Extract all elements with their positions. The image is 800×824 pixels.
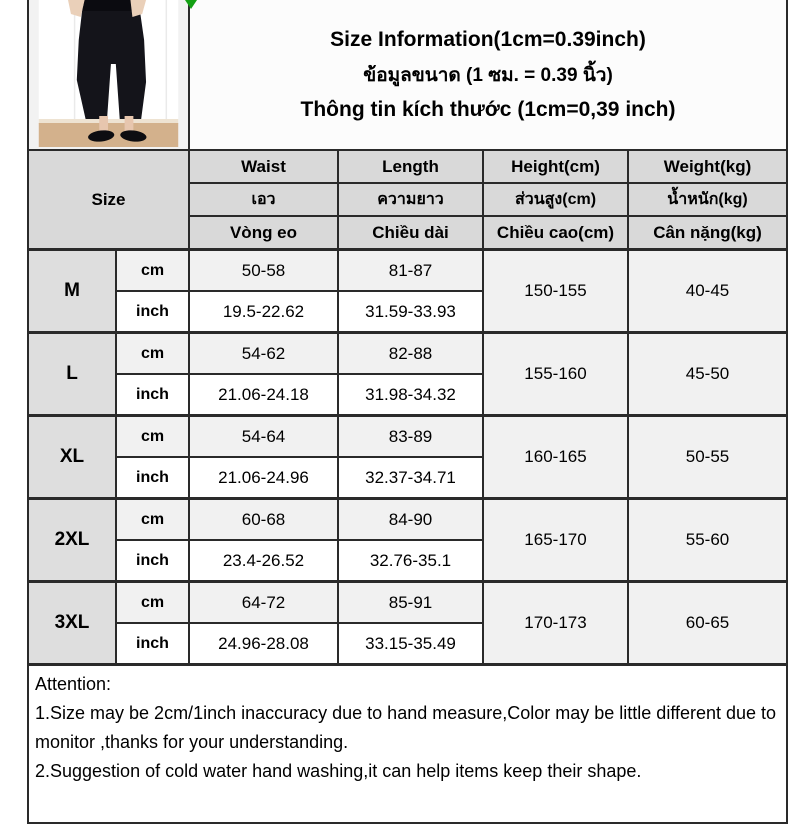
attention-line-2: 2.Suggestion of cold water hand washing,it can help items keep their shape. xyxy=(35,761,642,781)
waist-cm-value: 64-72 xyxy=(189,582,338,624)
attention-cell xyxy=(28,665,787,824)
height-value: 155-160 xyxy=(483,333,628,416)
title-th: ข้อมูลขนาด (1 ซม. = 0.39 นิ้ว) xyxy=(363,64,613,86)
size-label-2xl: 2XL xyxy=(28,499,116,582)
height-value: 170-173 xyxy=(483,582,628,665)
product-photo-pants-icon xyxy=(29,0,188,149)
waist-inch-value: 23.4-26.52 xyxy=(189,540,338,582)
waist-cm-value: 54-62 xyxy=(189,333,338,375)
title-cell xyxy=(189,0,787,150)
unit-inch-label: inch xyxy=(116,374,189,416)
length-cm-value: 81-87 xyxy=(338,250,483,292)
size-label-xl: XL xyxy=(28,416,116,499)
height-value: 160-165 xyxy=(483,416,628,499)
waist-cm-value: 60-68 xyxy=(189,499,338,541)
unit-cm-label: cm xyxy=(116,416,189,458)
size-header-cell: Size xyxy=(28,150,189,250)
height-value: 150-155 xyxy=(483,250,628,333)
weight-value: 55-60 xyxy=(628,499,787,582)
attention-line-1: 1.Size may be 2cm/1inch inaccuracy due to hand measure,Color may be little different due to monitor ,thanks for your understanding. xyxy=(35,703,777,752)
unit-cm-label: cm xyxy=(116,333,189,375)
row-2xl-cm xyxy=(28,499,787,541)
waist-inch-value: 21.06-24.96 xyxy=(189,457,338,499)
title-en: Size Information(1cm=0.39inch) xyxy=(330,27,646,51)
title-row xyxy=(28,0,787,150)
col-header-height-en: Height(cm) xyxy=(483,150,628,183)
weight-value: 40-45 xyxy=(628,250,787,333)
waist-cm-value: 50-58 xyxy=(189,250,338,292)
weight-value: 60-65 xyxy=(628,582,787,665)
col-header-length-en: Length xyxy=(338,150,483,183)
unit-inch-label: inch xyxy=(116,623,189,665)
size-table xyxy=(27,0,788,824)
row-l-cm xyxy=(28,333,787,375)
col-header-weight-th: น้ำหนัก(kg) xyxy=(628,183,787,216)
col-header-length-vi: Chiều dài xyxy=(338,216,483,250)
length-inch-value: 32.76-35.1 xyxy=(338,540,483,582)
length-inch-value: 33.15-35.49 xyxy=(338,623,483,665)
waist-inch-value: 21.06-24.18 xyxy=(189,374,338,416)
col-header-height-th: ส่วนสูง(cm) xyxy=(483,183,628,216)
col-header-length-th: ความยาว xyxy=(338,183,483,216)
row-m-cm xyxy=(28,250,787,292)
size-label-m: M xyxy=(28,250,116,333)
col-header-waist-en: Waist xyxy=(189,150,338,183)
waist-cm-value: 54-64 xyxy=(189,416,338,458)
length-cm-value: 85-91 xyxy=(338,582,483,624)
col-header-waist-th: เอว xyxy=(189,183,338,216)
weight-value: 45-50 xyxy=(628,333,787,416)
attention-heading: Attention: xyxy=(35,674,112,694)
title-vi: Thông tin kích thước (1cm=0,39 inch) xyxy=(300,97,676,121)
col-header-weight-en: Weight(kg) xyxy=(628,150,787,183)
length-inch-value: 31.59-33.93 xyxy=(338,291,483,333)
length-cm-value: 82-88 xyxy=(338,333,483,375)
unit-cm-label: cm xyxy=(116,250,189,292)
height-value: 165-170 xyxy=(483,499,628,582)
unit-cm-label: cm xyxy=(116,582,189,624)
unit-cm-label: cm xyxy=(116,499,189,541)
col-header-height-vi: Chiều cao(cm) xyxy=(483,216,628,250)
length-cm-value: 84-90 xyxy=(338,499,483,541)
waist-inch-value: 19.5-22.62 xyxy=(189,291,338,333)
green-corner-marker-icon xyxy=(183,0,199,10)
size-label-3xl: 3XL xyxy=(28,582,116,665)
length-inch-value: 32.37-34.71 xyxy=(338,457,483,499)
product-photo-cell xyxy=(28,0,189,150)
header-row-en xyxy=(28,150,787,183)
size-label-l: L xyxy=(28,333,116,416)
row-xl-cm xyxy=(28,416,787,458)
length-cm-value: 83-89 xyxy=(338,416,483,458)
row-3xl-cm xyxy=(28,582,787,624)
col-header-weight-vi: Cân nặng(kg) xyxy=(628,216,787,250)
weight-value: 50-55 xyxy=(628,416,787,499)
unit-inch-label: inch xyxy=(116,540,189,582)
attention-row xyxy=(28,665,787,824)
unit-inch-label: inch xyxy=(116,291,189,333)
length-inch-value: 31.98-34.32 xyxy=(338,374,483,416)
col-header-waist-vi: Vòng eo xyxy=(189,216,338,250)
unit-inch-label: inch xyxy=(116,457,189,499)
waist-inch-value: 24.96-28.08 xyxy=(189,623,338,665)
